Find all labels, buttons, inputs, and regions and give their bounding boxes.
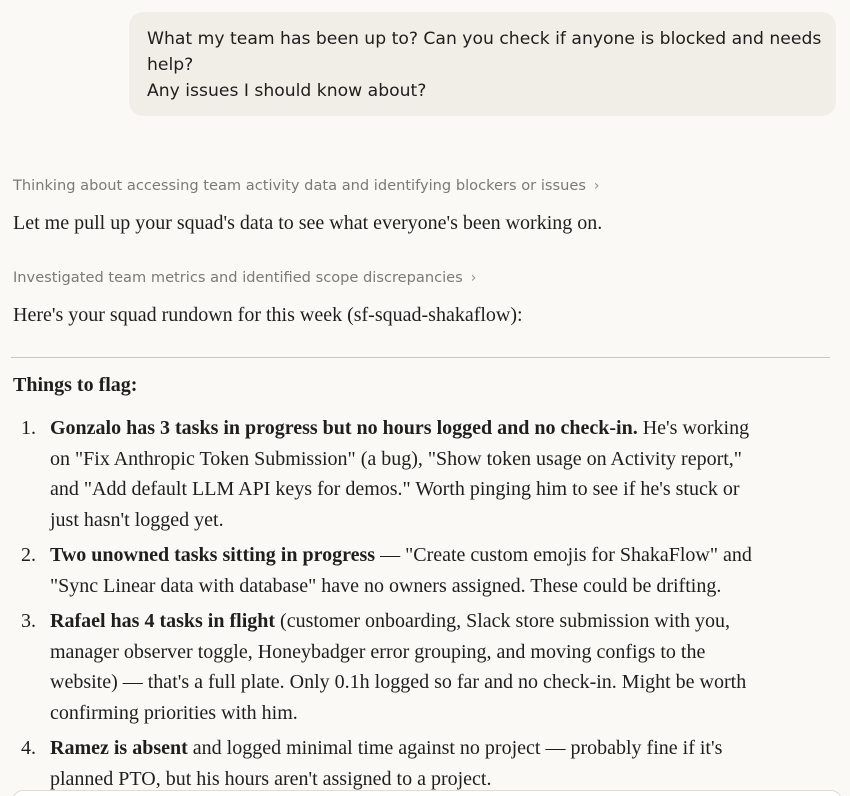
list-number: 3.	[21, 610, 36, 632]
user-message-line: Any issues I should know about?	[147, 81, 427, 101]
user-message-line: help?	[147, 55, 194, 75]
list-number: 1.	[21, 417, 36, 439]
list-number: 2.	[21, 544, 36, 566]
list-item	[21, 540, 825, 601]
thinking-toggle[interactable]	[13, 177, 600, 194]
item-text: — "Create custom emojis for ShakaFlow" and	[375, 544, 752, 566]
item-text: website) — that's a full plate. Only 0.1h logged so far and no check-in. Might be worth	[50, 671, 747, 693]
thinking-label: Investigated team metrics and identified scope discrepancies	[13, 269, 463, 286]
section-heading: Things to flag:	[13, 374, 138, 396]
item-highlight: Rafael has 4 tasks in flight	[50, 610, 276, 632]
item-text: "Sync Linear data with database" have no owners assigned. These could be drifting.	[50, 574, 722, 597]
thinking-label: Thinking about accessing team activity data and identifying blockers or issues	[13, 177, 586, 194]
item-text: He's working	[637, 417, 750, 439]
divider	[11, 357, 830, 358]
user-message-bubble	[129, 12, 836, 116]
item-highlight: Two unowned tasks sitting in progress	[50, 544, 376, 566]
item-text: and "Add default LLM API keys for demos." Worth pinging him to see if he's stuck or	[50, 478, 740, 500]
item-text: on "Fix Anthropic Token Submission" (a bug), "Show token usage on Activity report,"	[50, 447, 742, 470]
list-item	[21, 413, 825, 535]
list-item	[21, 733, 825, 794]
user-message-line: What my team has been up to? Can you check if anyone is blocked and needs	[147, 29, 822, 49]
item-text: and logged minimal time against no project — probably fine if it's	[187, 737, 723, 759]
item-text: confirming priorities with him.	[50, 701, 298, 724]
item-text: manager observer toggle, Honeybadger error grouping, and moving configs to the	[50, 640, 706, 663]
list-number: 4.	[21, 737, 36, 759]
item-text: (customer onboarding, Slack store submission with you,	[275, 610, 730, 632]
item-text: just hasn't logged yet.	[50, 508, 224, 531]
item-highlight: Gonzalo has 3 tasks in progress but no hours logged and no check-in.	[50, 417, 638, 439]
item-highlight: Ramez is absent	[50, 737, 188, 759]
thinking-toggle[interactable]	[13, 269, 476, 286]
chevron-right-icon: ›	[470, 270, 477, 286]
message-composer[interactable]	[12, 790, 842, 796]
assistant-intro: Let me pull up your squad's data to see what everyone's been working on.	[13, 212, 603, 234]
item-text: planned PTO, but his hours aren't assigned to a project.	[50, 767, 492, 790]
assistant-rundown: Here's your squad rundown for this week (sf-squad-shakaflow):	[13, 304, 523, 326]
chevron-right-icon: ›	[593, 178, 600, 194]
list-item	[21, 606, 825, 728]
